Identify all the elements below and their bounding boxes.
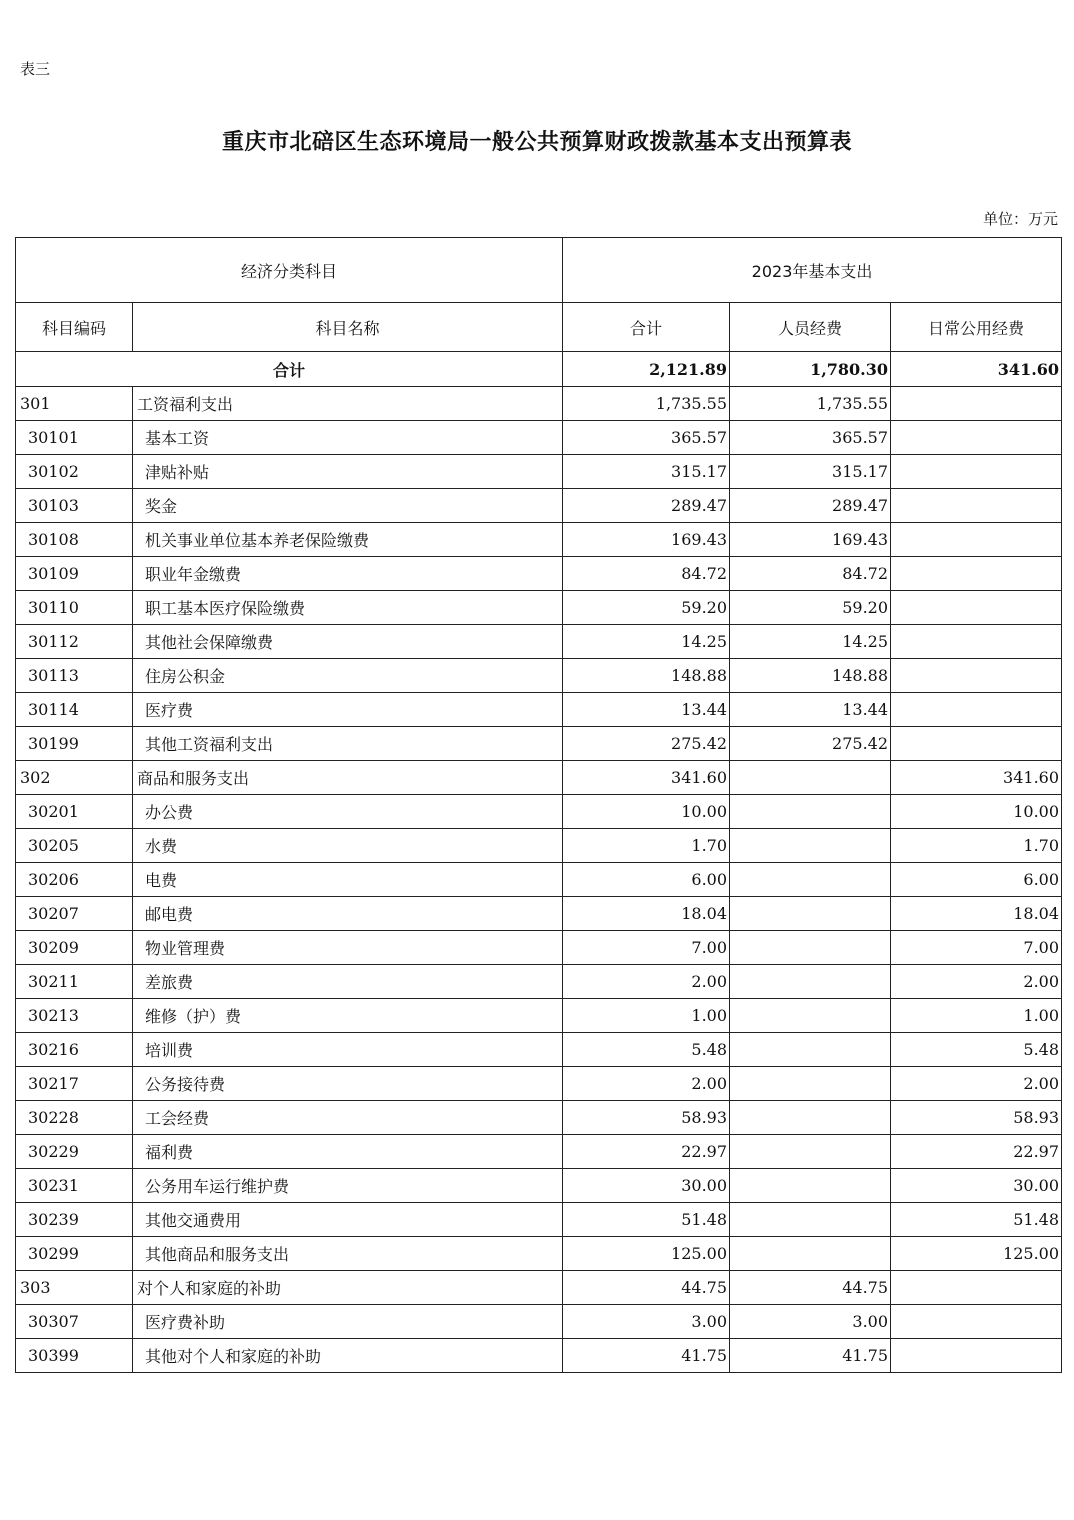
- row-public: [891, 1271, 1062, 1305]
- row-total: 13.44: [563, 693, 730, 727]
- table-row: [16, 1271, 1062, 1305]
- row-code: 30213: [16, 999, 133, 1033]
- header-public: 日常公用经费: [891, 303, 1062, 352]
- table-row: [16, 1135, 1062, 1169]
- row-public: [891, 727, 1062, 761]
- table-row: [16, 931, 1062, 965]
- row-personnel: [730, 999, 891, 1033]
- row-code: 30229: [16, 1135, 133, 1169]
- row-name: 物业管理费: [133, 931, 563, 965]
- table-row: [16, 693, 1062, 727]
- row-code: 30299: [16, 1237, 133, 1271]
- row-name: 其他社会保障缴费: [133, 625, 563, 659]
- row-public: 5.48: [891, 1033, 1062, 1067]
- row-personnel: [730, 795, 891, 829]
- row-name: 工会经费: [133, 1101, 563, 1135]
- row-total: 275.42: [563, 727, 730, 761]
- table-row: [16, 557, 1062, 591]
- total-row: [16, 352, 1062, 387]
- row-code: 30231: [16, 1169, 133, 1203]
- total-sum: 2,121.89: [563, 352, 730, 387]
- table-row: [16, 1169, 1062, 1203]
- row-code: 30112: [16, 625, 133, 659]
- table-row: [16, 1339, 1062, 1373]
- row-public: 2.00: [891, 1067, 1062, 1101]
- table-row: [16, 897, 1062, 931]
- table-row: [16, 999, 1062, 1033]
- table-row: [16, 761, 1062, 795]
- row-code: 30103: [16, 489, 133, 523]
- row-public: 51.48: [891, 1203, 1062, 1237]
- row-personnel: [730, 931, 891, 965]
- row-public: 7.00: [891, 931, 1062, 965]
- row-total: 3.00: [563, 1305, 730, 1339]
- row-public: [891, 455, 1062, 489]
- page-title: 重庆市北碚区生态环境局一般公共预算财政拨款基本支出预算表: [221, 129, 852, 155]
- row-code: 303: [16, 1271, 133, 1305]
- row-total: 1.70: [563, 829, 730, 863]
- row-code: 30114: [16, 693, 133, 727]
- row-name: 福利费: [133, 1135, 563, 1169]
- row-personnel: 41.75: [730, 1339, 891, 1373]
- row-name: 电费: [133, 863, 563, 897]
- row-name: 医疗费: [133, 693, 563, 727]
- row-public: 1.70: [891, 829, 1062, 863]
- row-name: 维修（护）费: [133, 999, 563, 1033]
- row-total: 7.00: [563, 931, 730, 965]
- table-row: [16, 1067, 1062, 1101]
- row-personnel: 14.25: [730, 625, 891, 659]
- budget-table: [15, 237, 1062, 1373]
- row-total: 169.43: [563, 523, 730, 557]
- header-total: 合计: [563, 303, 730, 352]
- table-row: [16, 727, 1062, 761]
- row-public: [891, 659, 1062, 693]
- row-public: [891, 489, 1062, 523]
- row-total: 18.04: [563, 897, 730, 931]
- row-code: 30217: [16, 1067, 133, 1101]
- row-public: [891, 387, 1062, 421]
- row-personnel: [730, 1033, 891, 1067]
- row-personnel: [730, 897, 891, 931]
- row-public: [891, 421, 1062, 455]
- row-name: 医疗费补助: [133, 1305, 563, 1339]
- row-code: 30201: [16, 795, 133, 829]
- row-public: 6.00: [891, 863, 1062, 897]
- row-personnel: 148.88: [730, 659, 891, 693]
- row-total: 59.20: [563, 591, 730, 625]
- row-code: 30109: [16, 557, 133, 591]
- table-row: [16, 863, 1062, 897]
- row-name: 住房公积金: [133, 659, 563, 693]
- row-name: 邮电费: [133, 897, 563, 931]
- header-personnel: 人员经费: [730, 303, 891, 352]
- row-personnel: [730, 761, 891, 795]
- row-name: 基本工资: [133, 421, 563, 455]
- row-public: 125.00: [891, 1237, 1062, 1271]
- row-public: [891, 1339, 1062, 1373]
- row-personnel: [730, 863, 891, 897]
- row-public: [891, 591, 1062, 625]
- row-name: 机关事业单位基本养老保险缴费: [133, 523, 563, 557]
- row-personnel: 84.72: [730, 557, 891, 591]
- row-public: 341.60: [891, 761, 1062, 795]
- header-econ-class: 经济分类科目: [16, 238, 563, 303]
- row-public: 58.93: [891, 1101, 1062, 1135]
- row-total: 84.72: [563, 557, 730, 591]
- row-public: 10.00: [891, 795, 1062, 829]
- row-total: 6.00: [563, 863, 730, 897]
- row-personnel: [730, 1067, 891, 1101]
- row-name: 办公费: [133, 795, 563, 829]
- row-name: 水费: [133, 829, 563, 863]
- table-row: [16, 591, 1062, 625]
- row-name: 职工基本医疗保险缴费: [133, 591, 563, 625]
- row-total: 22.97: [563, 1135, 730, 1169]
- row-personnel: 3.00: [730, 1305, 891, 1339]
- row-personnel: 275.42: [730, 727, 891, 761]
- row-total: 148.88: [563, 659, 730, 693]
- row-public: 2.00: [891, 965, 1062, 999]
- row-total: 30.00: [563, 1169, 730, 1203]
- row-code: 302: [16, 761, 133, 795]
- row-total: 289.47: [563, 489, 730, 523]
- row-code: 30113: [16, 659, 133, 693]
- row-code: 30206: [16, 863, 133, 897]
- row-public: [891, 557, 1062, 591]
- row-personnel: 59.20: [730, 591, 891, 625]
- row-personnel: [730, 1135, 891, 1169]
- row-total: 5.48: [563, 1033, 730, 1067]
- row-code: 30211: [16, 965, 133, 999]
- row-code: 30199: [16, 727, 133, 761]
- table-row: [16, 1203, 1062, 1237]
- row-code: 30307: [16, 1305, 133, 1339]
- row-public: [891, 693, 1062, 727]
- row-name: 职业年金缴费: [133, 557, 563, 591]
- row-public: 1.00: [891, 999, 1062, 1033]
- row-code: 30216: [16, 1033, 133, 1067]
- table-row: [16, 523, 1062, 557]
- table-row: [16, 1237, 1062, 1271]
- row-public: [891, 523, 1062, 557]
- row-name: 其他交通费用: [133, 1203, 563, 1237]
- row-name: 其他商品和服务支出: [133, 1237, 563, 1271]
- unit-label: 单位：万元: [982, 210, 1058, 228]
- header-code: 科目编码: [16, 303, 133, 352]
- row-name: 差旅费: [133, 965, 563, 999]
- row-total: 41.75: [563, 1339, 730, 1373]
- row-personnel: [730, 1169, 891, 1203]
- row-total: 58.93: [563, 1101, 730, 1135]
- row-personnel: 13.44: [730, 693, 891, 727]
- row-code: 30228: [16, 1101, 133, 1135]
- table-row: [16, 489, 1062, 523]
- row-total: 2.00: [563, 1067, 730, 1101]
- row-personnel: 315.17: [730, 455, 891, 489]
- table-row: [16, 1101, 1062, 1135]
- row-total: 365.57: [563, 421, 730, 455]
- row-total: 341.60: [563, 761, 730, 795]
- row-public: [891, 625, 1062, 659]
- row-name: 奖金: [133, 489, 563, 523]
- row-personnel: 289.47: [730, 489, 891, 523]
- row-personnel: 169.43: [730, 523, 891, 557]
- row-code: 30205: [16, 829, 133, 863]
- row-code: 30101: [16, 421, 133, 455]
- row-total: 44.75: [563, 1271, 730, 1305]
- table-row: [16, 387, 1062, 421]
- row-name: 公务用车运行维护费: [133, 1169, 563, 1203]
- row-personnel: [730, 829, 891, 863]
- total-personnel: 1,780.30: [730, 352, 891, 387]
- row-code: 30399: [16, 1339, 133, 1373]
- row-total: 2.00: [563, 965, 730, 999]
- row-public: 30.00: [891, 1169, 1062, 1203]
- row-name: 公务接待费: [133, 1067, 563, 1101]
- table-row: [16, 625, 1062, 659]
- row-public: 18.04: [891, 897, 1062, 931]
- row-name: 培训费: [133, 1033, 563, 1067]
- total-label: 合计: [16, 352, 563, 387]
- table-row: [16, 455, 1062, 489]
- row-personnel: 365.57: [730, 421, 891, 455]
- row-name: 其他工资福利支出: [133, 727, 563, 761]
- table-row: [16, 659, 1062, 693]
- header-row-2: [16, 303, 1062, 352]
- row-personnel: [730, 1203, 891, 1237]
- table-row: [16, 1305, 1062, 1339]
- row-total: 10.00: [563, 795, 730, 829]
- row-total: 51.48: [563, 1203, 730, 1237]
- table-row: [16, 421, 1062, 455]
- header-basic-expense: 2023年基本支出: [563, 238, 1062, 303]
- table-row: [16, 965, 1062, 999]
- row-personnel: [730, 1101, 891, 1135]
- row-total: 1,735.55: [563, 387, 730, 421]
- row-personnel: 1,735.55: [730, 387, 891, 421]
- row-name: 其他对个人和家庭的补助: [133, 1339, 563, 1373]
- row-code: 30102: [16, 455, 133, 489]
- row-name: 津贴补贴: [133, 455, 563, 489]
- row-personnel: [730, 965, 891, 999]
- table-row: [16, 829, 1062, 863]
- row-total: 14.25: [563, 625, 730, 659]
- header-name: 科目名称: [133, 303, 563, 352]
- table-row: [16, 795, 1062, 829]
- header-row-1: [16, 238, 1062, 303]
- row-code: 30110: [16, 591, 133, 625]
- row-total: 1.00: [563, 999, 730, 1033]
- row-code: 30239: [16, 1203, 133, 1237]
- row-total: 315.17: [563, 455, 730, 489]
- table-row: [16, 1033, 1062, 1067]
- row-name: 工资福利支出: [133, 387, 563, 421]
- row-personnel: 44.75: [730, 1271, 891, 1305]
- row-code: 30207: [16, 897, 133, 931]
- row-name: 商品和服务支出: [133, 761, 563, 795]
- row-personnel: [730, 1237, 891, 1271]
- total-public: 341.60: [891, 352, 1062, 387]
- row-public: 22.97: [891, 1135, 1062, 1169]
- row-code: 30108: [16, 523, 133, 557]
- row-public: [891, 1305, 1062, 1339]
- row-total: 125.00: [563, 1237, 730, 1271]
- row-code: 30209: [16, 931, 133, 965]
- row-name: 对个人和家庭的补助: [133, 1271, 563, 1305]
- row-code: 301: [16, 387, 133, 421]
- table-label: 表三: [20, 60, 51, 78]
